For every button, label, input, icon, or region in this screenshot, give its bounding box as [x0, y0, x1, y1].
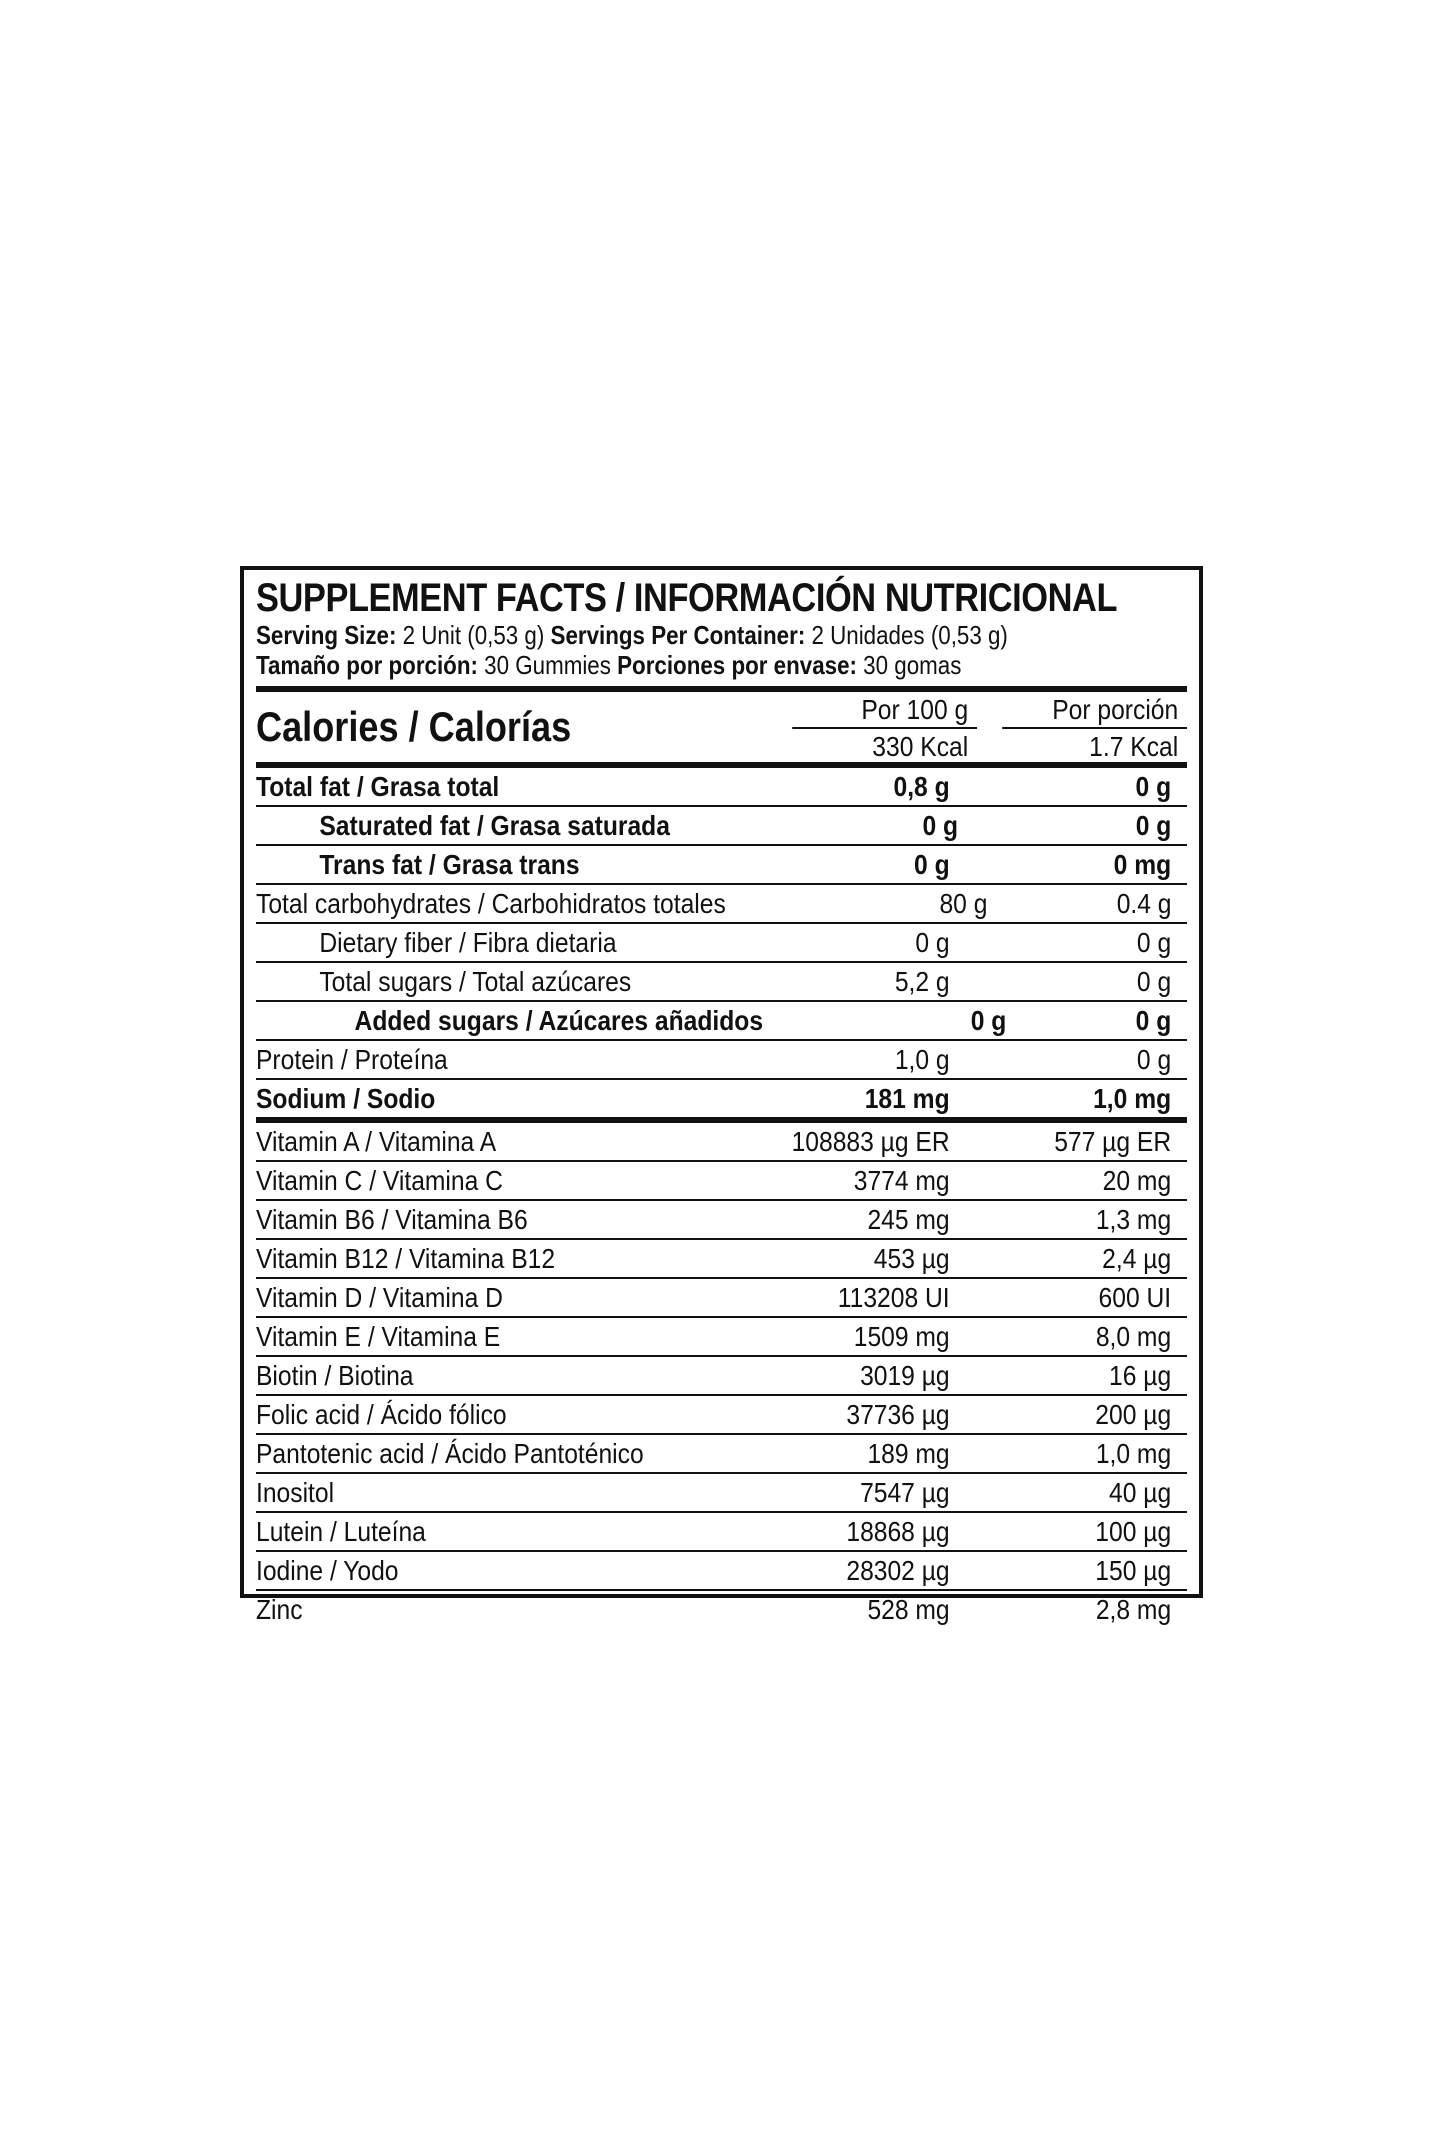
vitamin-row-per-100g: 37736 µg	[846, 1399, 950, 1430]
vitamin-row	[256, 1435, 1187, 1474]
vitamin-row	[256, 1318, 1187, 1357]
nutrient-row-name: Dietary fiber / Fibra dietaria	[319, 927, 617, 958]
nutrient-row-per-100g: 0 g	[914, 849, 950, 880]
vitamin-row	[256, 1396, 1187, 1435]
vitamin-row-per-100g: 189 mg	[867, 1438, 950, 1469]
vitamin-row-per-serving: 40 µg	[1108, 1477, 1172, 1508]
serving-line-spanish	[256, 650, 1057, 680]
vitamin-row-per-serving: 2,4 µg	[1102, 1243, 1172, 1274]
label-title: SUPPLEMENT FACTS / INFORMACIÓN NUTRICIONAL	[256, 576, 1118, 620]
nutrient-row	[256, 768, 1187, 807]
vitamin-row-per-serving: 600 UI	[1098, 1282, 1172, 1313]
nutrient-row-per-100g: 80 g	[939, 888, 988, 919]
vitamin-row	[256, 1201, 1187, 1240]
vitamin-row	[256, 1240, 1187, 1279]
nutrient-row-per-100g: 0,8 g	[893, 771, 950, 802]
vitamin-row-name: Vitamin B12 / Vitamina B12	[256, 1243, 556, 1274]
vitamin-row-per-serving: 1,3 mg	[1095, 1204, 1172, 1235]
servings-per-container-label: Servings Per Container:	[550, 620, 806, 650]
nutrient-row-per-100g: 5,2 g	[894, 966, 950, 997]
nutrient-row-name: Trans fat / Grasa trans	[319, 849, 580, 880]
nutrient-row	[256, 1080, 1187, 1123]
vitamin-row	[256, 1357, 1187, 1396]
vitamin-row	[256, 1474, 1187, 1513]
nutrient-row	[256, 846, 1187, 885]
vitamin-row	[256, 1513, 1187, 1552]
vitamin-row-per-serving: 100 µg	[1095, 1516, 1172, 1547]
per-100g-calories: 330 Kcal	[792, 727, 977, 764]
vitamin-row-per-serving: 200 µg	[1095, 1399, 1172, 1430]
vitamin-row-per-100g: 108883 µg ER	[791, 1126, 950, 1157]
vitamin-row-per-serving: 8,0 mg	[1095, 1321, 1172, 1352]
per-serving-calories: 1.7 Kcal	[1002, 727, 1187, 764]
calories-columns	[767, 692, 1187, 762]
vitamin-rows	[256, 1123, 1187, 1628]
nutrient-row-per-serving: 0 g	[1135, 1005, 1172, 1036]
vitamin-row-per-100g: 453 µg	[873, 1243, 950, 1274]
vitamin-row-name: Vitamin B6 / Vitamina B6	[256, 1204, 528, 1235]
nutrient-row	[256, 1041, 1187, 1080]
nutrient-row-per-100g: 0 g	[922, 810, 959, 841]
vitamin-row-per-serving: 16 µg	[1108, 1360, 1172, 1391]
nutrient-row-per-serving: 0 g	[1135, 810, 1172, 841]
nutrient-row-per-serving: 0 g	[1136, 1044, 1172, 1075]
vitamin-row-per-serving: 150 µg	[1095, 1555, 1172, 1586]
vitamin-row-per-100g: 7547 µg	[860, 1477, 950, 1508]
per-serving-header: Por porción	[1052, 694, 1179, 725]
tamano-porcion-value: 30 Gummies	[477, 650, 618, 680]
nutrient-row-per-100g: 0 g	[970, 1005, 1007, 1036]
per-serving-column	[977, 692, 1187, 762]
nutrient-row-per-100g: 181 mg	[864, 1083, 950, 1114]
vitamin-row-name: Biotin / Biotina	[256, 1360, 414, 1391]
per-100g-column	[767, 692, 977, 762]
vitamin-row-per-serving: 2,8 mg	[1095, 1594, 1172, 1625]
vitamin-row-per-100g: 28302 µg	[846, 1555, 950, 1586]
vitamin-row-name: Folic acid / Ácido fólico	[256, 1399, 507, 1430]
vitamin-row-name: Vitamin A / Vitamina A	[256, 1126, 497, 1157]
nutrient-row-name: Total fat / Grasa total	[256, 771, 500, 802]
nutrient-row-per-serving: 0 mg	[1113, 849, 1172, 880]
vitamin-row-per-100g: 528 mg	[867, 1594, 950, 1625]
nutrient-row	[256, 963, 1187, 1002]
servings-per-container-value: 2 Unidades (0,53 g)	[805, 620, 1008, 650]
calories-title: Calories / Calorías	[256, 703, 572, 750]
nutrient-row-name: Total sugars / Total azúcares	[319, 966, 632, 997]
vitamin-row-per-serving: 577 µg ER	[1054, 1126, 1172, 1157]
vitamin-row-per-100g: 113208 UI	[837, 1282, 950, 1313]
nutrient-row	[256, 924, 1187, 963]
nutrient-row-per-serving: 0 g	[1136, 966, 1172, 997]
nutrient-row-name: Saturated fat / Grasa saturada	[319, 810, 670, 841]
nutrient-row-per-serving: 0 g	[1135, 771, 1172, 802]
vitamin-row-name: Vitamin D / Vitamina D	[256, 1282, 503, 1313]
nutrient-row	[256, 1002, 1187, 1041]
nutrient-row-per-serving: 0 g	[1136, 927, 1172, 958]
vitamin-row-per-serving: 20 mg	[1102, 1165, 1172, 1196]
calories-row	[256, 692, 1187, 768]
nutrient-row-name: Protein / Proteína	[256, 1044, 448, 1075]
vitamin-row-per-100g: 245 mg	[867, 1204, 950, 1235]
vitamin-row-per-100g: 18868 µg	[846, 1516, 950, 1547]
vitamin-row	[256, 1123, 1187, 1162]
nutrient-row-per-serving: 1,0 mg	[1093, 1083, 1172, 1114]
nutrient-row-per-100g: 0 g	[915, 927, 950, 958]
nutrient-rows	[256, 768, 1187, 1123]
nutrient-row-name: Sodium / Sodio	[256, 1083, 436, 1114]
supplement-facts-label	[240, 566, 1203, 1625]
vitamin-row-per-100g: 1509 mg	[853, 1321, 950, 1352]
vitamin-row	[256, 1552, 1187, 1591]
serving-size-value: 2 Unit (0,53 g)	[396, 620, 551, 650]
porciones-envase-label: Porciones por envase:	[617, 650, 857, 680]
vitamin-row	[256, 1591, 1187, 1628]
vitamin-row-name: Iodine / Yodo	[256, 1555, 399, 1586]
vitamin-row-name: Vitamin E / Vitamina E	[256, 1321, 501, 1352]
vitamin-row-per-100g: 3019 µg	[860, 1360, 950, 1391]
porciones-envase-value: 30 gomas	[856, 650, 962, 680]
tamano-porcion-label: Tamaño por porción:	[256, 650, 478, 680]
nutrient-row-per-serving: 0.4 g	[1116, 888, 1172, 919]
serving-line-english	[256, 620, 1057, 650]
vitamin-row	[256, 1162, 1187, 1201]
serving-size-label: Serving Size:	[256, 620, 397, 650]
vitamin-row-per-100g: 3774 mg	[853, 1165, 950, 1196]
nutrient-row	[256, 885, 1187, 924]
vitamin-row-name: Zinc	[256, 1594, 303, 1625]
nutrient-row-name: Total carbohydrates / Carbohidratos totales	[256, 888, 726, 919]
vitamin-row-name: Inositol	[256, 1477, 335, 1508]
vitamin-row-per-serving: 1,0 mg	[1095, 1438, 1172, 1469]
vitamin-row-name: Lutein / Luteína	[256, 1516, 426, 1547]
nutrient-row-per-100g: 1,0 g	[894, 1044, 950, 1075]
vitamin-row-name: Pantotenic acid / Ácido Pantoténico	[256, 1438, 644, 1469]
nutrient-row-name: Added sugars / Azúcares añadidos	[354, 1005, 764, 1036]
vitamin-row	[256, 1279, 1187, 1318]
vitamin-row-name: Vitamin C / Vitamina C	[256, 1165, 503, 1196]
per-100g-header: Por 100 g	[861, 694, 969, 725]
nutrient-row	[256, 807, 1187, 846]
